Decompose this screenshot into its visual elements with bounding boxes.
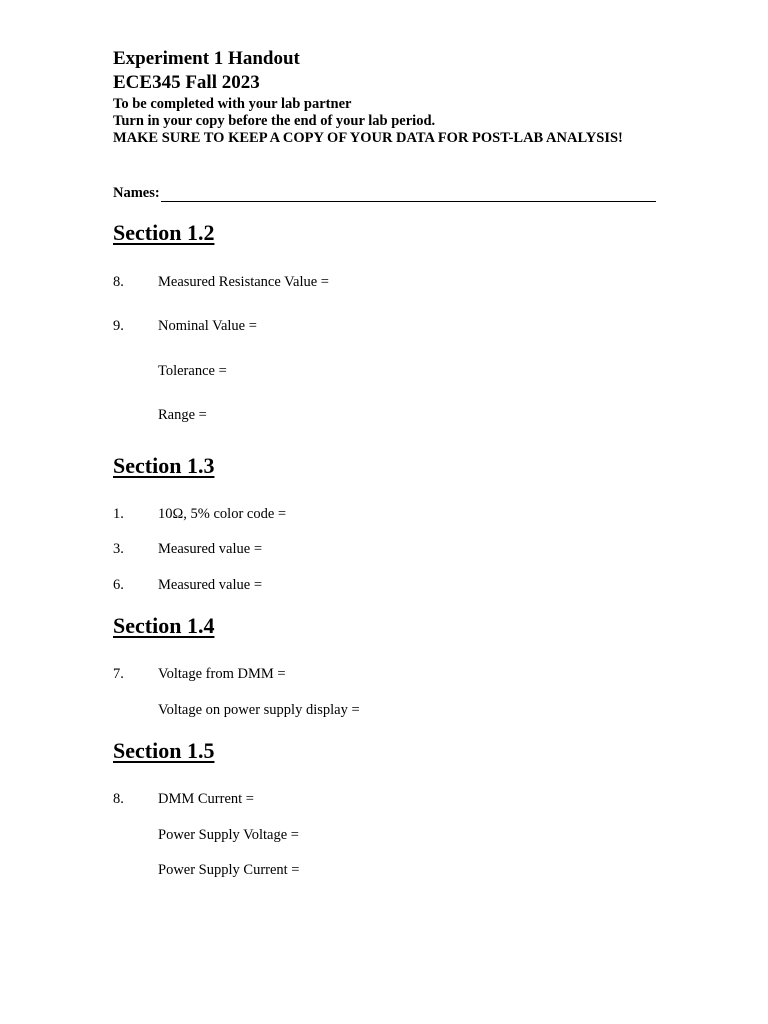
item-label: Range = — [158, 407, 207, 423]
item-number: 8. — [113, 274, 124, 290]
document-title: Experiment 1 Handout — [113, 48, 300, 69]
item-label: Power Supply Voltage = — [158, 827, 299, 843]
section-heading-1-2: Section 1.2 — [113, 220, 215, 245]
section-heading-1-3: Section 1.3 — [113, 453, 215, 478]
instruction-line-3: MAKE SURE TO KEEP A COPY OF YOUR DATA FOR POST-LAB ANALYSIS! — [113, 130, 623, 146]
course-title: ECE345 Fall 2023 — [113, 72, 260, 93]
section-heading-1-5: Section 1.5 — [113, 738, 215, 763]
item-number: 8. — [113, 791, 124, 807]
names-blank-line[interactable] — [161, 186, 656, 202]
section-heading-1-4: Section 1.4 — [113, 613, 215, 638]
names-field[interactable] — [113, 184, 656, 202]
item-label: Measured value = — [158, 577, 262, 593]
item-number: 9. — [113, 318, 124, 334]
item-number: 3. — [113, 541, 124, 557]
item-label: Nominal Value = — [158, 318, 257, 334]
item-label: Voltage on power supply display = — [158, 702, 360, 718]
instruction-line-1: To be completed with your lab partner — [113, 96, 352, 112]
item-number: 7. — [113, 666, 124, 682]
item-label: Measured value = — [158, 541, 262, 557]
item-number: 6. — [113, 577, 124, 593]
item-label: Power Supply Current = — [158, 862, 300, 878]
item-label: Voltage from DMM = — [158, 666, 286, 682]
instruction-line-2: Turn in your copy before the end of your lab period. — [113, 113, 436, 129]
names-label: Names: — [113, 185, 160, 201]
item-number: 1. — [113, 506, 124, 522]
item-label: Measured Resistance Value = — [158, 274, 329, 290]
item-label: Tolerance = — [158, 363, 227, 379]
item-label: DMM Current = — [158, 791, 254, 807]
item-label: 10Ω, 5% color code = — [158, 506, 287, 522]
